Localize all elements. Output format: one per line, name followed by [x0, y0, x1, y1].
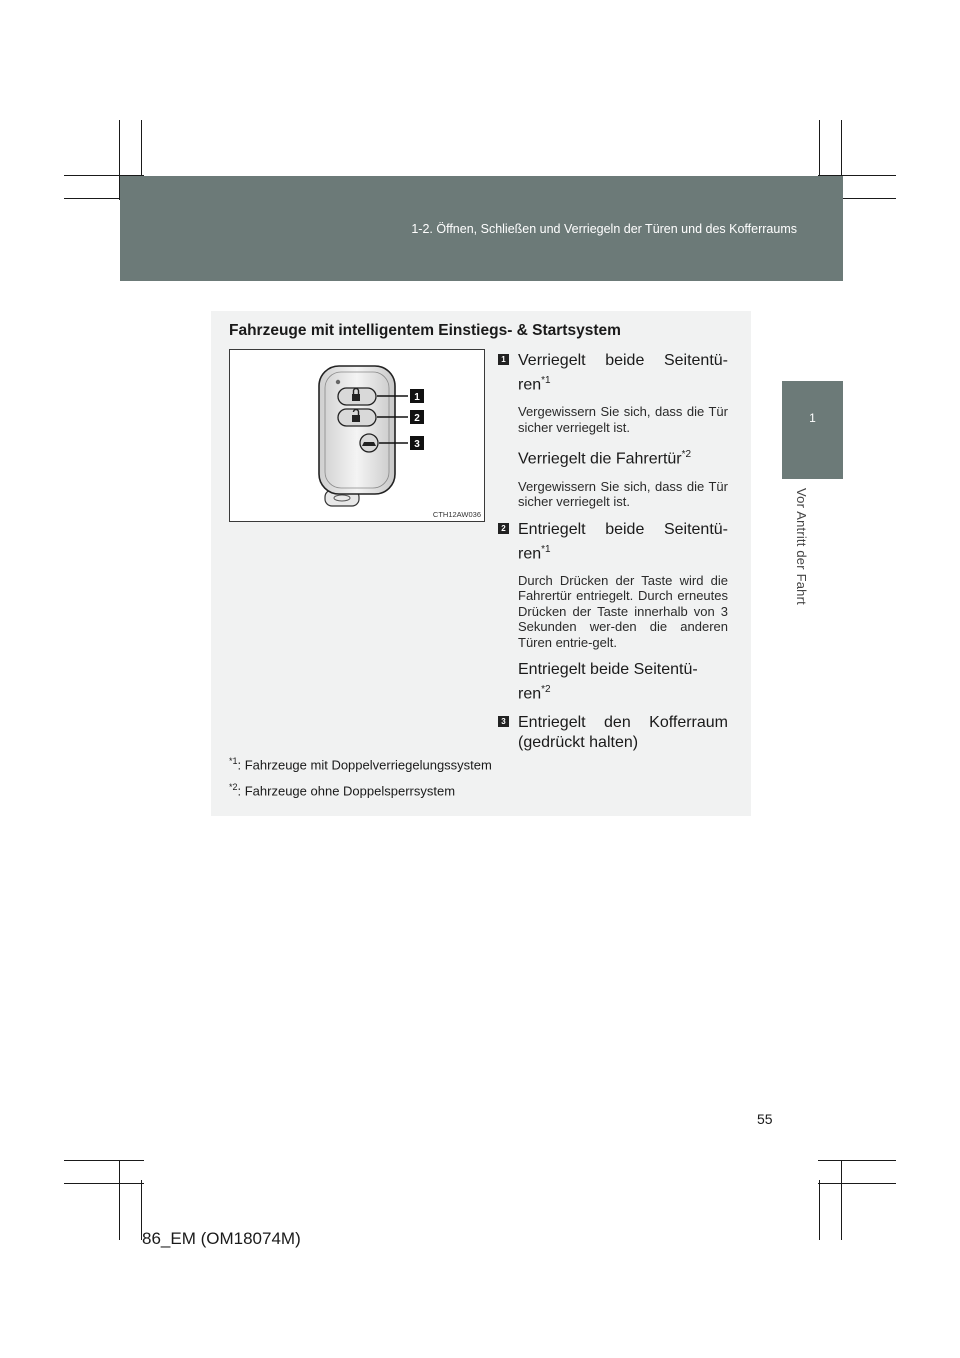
crop-mark — [64, 1160, 144, 1161]
marker-1: 1 — [498, 354, 509, 365]
list-item — [498, 713, 728, 753]
section-title: 1-2. Öffnen, Schließen und Verriegeln der Türen und des Kofferraums — [411, 222, 797, 236]
crop-mark — [841, 1160, 842, 1240]
marker-3: 3 — [498, 716, 509, 727]
crop-mark — [818, 1160, 896, 1161]
page-number: 55 — [757, 1111, 773, 1127]
entry-note: Vergewissern Sie sich, dass die Tür sicher verriegelt ist. — [518, 404, 728, 435]
entry-subtitle: Verriegelt die Fahrertür$^{*2}$ — [518, 449, 692, 468]
crop-mark — [819, 1180, 820, 1240]
info-box — [211, 311, 751, 816]
section-header-bar — [120, 176, 843, 281]
figure-code: CTH12AW036 — [432, 510, 481, 519]
chapter-number: 1 — [809, 411, 816, 425]
entry-note: Durch Drücken der Taste wird die Fahrertür entriegelt. Durch erneutes Drücken der Taste innerhalb von 3 Sekunden wer-den die anderen Türen entrie-gelt. — [518, 572, 728, 650]
callout-2: 2 — [414, 413, 420, 424]
list-item — [498, 520, 728, 705]
callout-3: 3 — [414, 439, 420, 450]
button-descriptions — [498, 351, 728, 759]
footnotes — [229, 750, 492, 803]
entry-subtitle: Entriegelt beide Seitentü-ren$^{*2}$ — [518, 661, 698, 703]
entry-title: Verriegelt beide Seitentü-ren$^{*1}$ — [518, 352, 728, 394]
chapter-label: Vor Antritt der Fahrt — [794, 488, 809, 605]
chapter-tab — [782, 381, 843, 479]
footnote-1: $^{*1}$: Fahrzeuge mit Doppelverriegelungssystem — [229, 756, 492, 773]
crop-mark — [119, 1160, 120, 1240]
crop-mark — [64, 1183, 144, 1184]
box-heading: Fahrzeuge mit intelligentem Einstiegs- & Startsystem — [229, 322, 621, 339]
crop-mark — [818, 1183, 896, 1184]
marker-2: 2 — [498, 523, 509, 534]
callout-1: 1 — [414, 392, 420, 403]
entry-title: Entriegelt beide Seitentü-ren$^{*1}$ — [518, 520, 728, 562]
key-fob-figure — [229, 349, 485, 522]
list-item — [498, 351, 728, 510]
footnote-2: $^{*2}$: Fahrzeuge ohne Doppelsperrsystem — [229, 782, 456, 799]
key-fob-illustration — [230, 350, 484, 521]
entry-subnote: Vergewissern Sie sich, dass die Tür sicher verriegelt ist. — [518, 478, 728, 510]
entry-title: Entriegelt den Kofferraum (gedrückt halten) — [518, 713, 728, 751]
document-code: 86_EM (OM18074M) — [142, 1229, 301, 1248]
